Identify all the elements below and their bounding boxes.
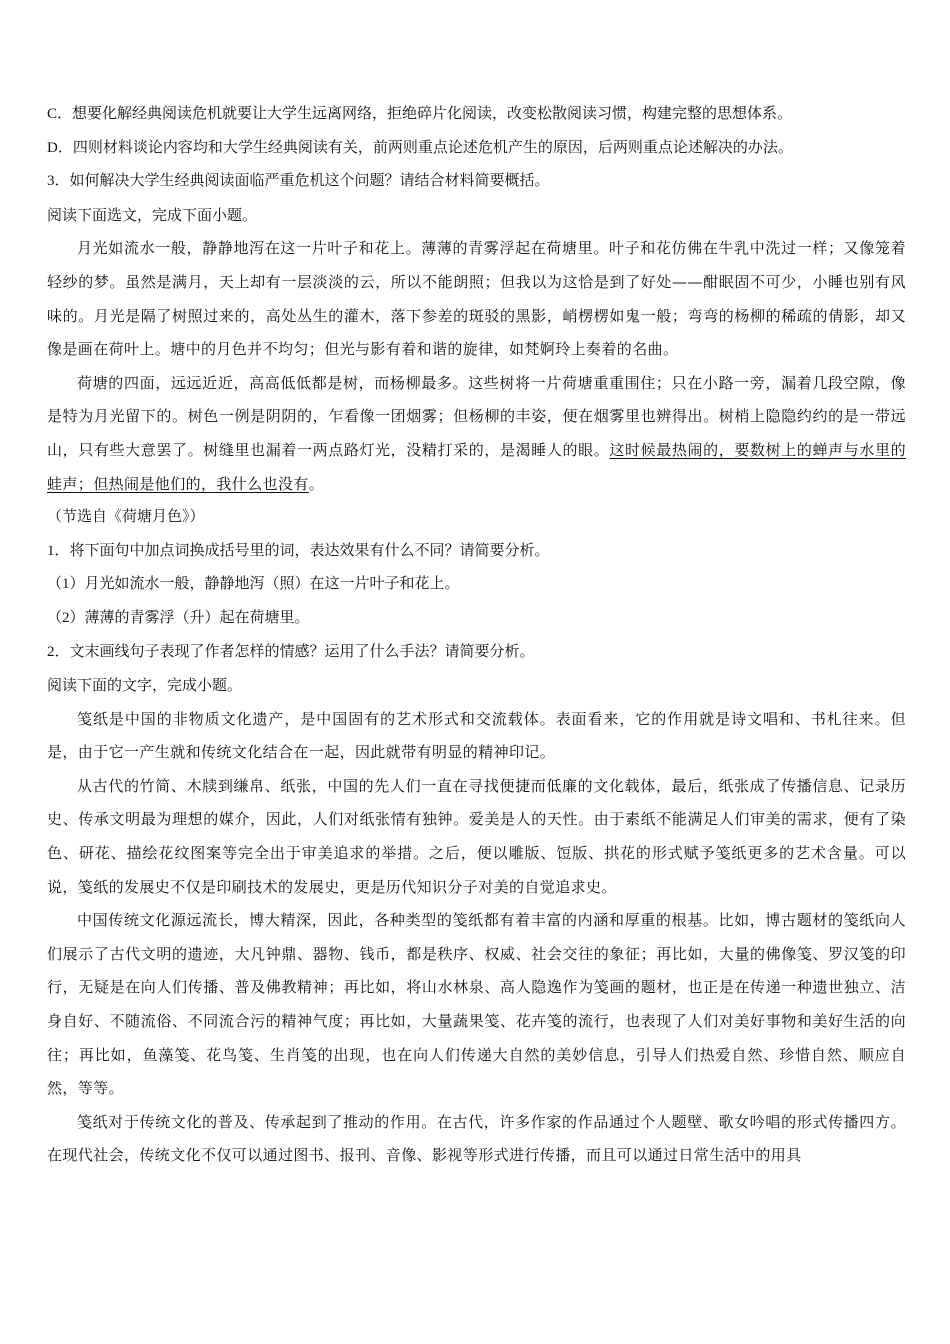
section3-instruction: 阅读下面的文字，完成小题。	[47, 676, 243, 695]
section2-instruction: 阅读下面选文，完成下面小题。	[47, 205, 258, 224]
paragraph-2-end: 。	[308, 474, 325, 493]
option-c: C．想要化解经典阅读危机就要让大学生远离网络，拒绝碎片化阅读，改变松散阅读习惯，构建完整的思想体系。	[47, 106, 793, 122]
section2-question-1-part-1: （1）月光如流水一般，静静地泻（照）在这一片叶子和花上。	[47, 576, 460, 593]
option-d: D．四则材料谈论内容均和大学生经典阅读有关，前两则重点论述危机产生的原因，后两则重点论述解决的办法。	[47, 139, 793, 156]
section3-paragraph-2: 从古代的竹简、木牍到缣帛、纸张，中国的先人们一直在寻找便捷而低廉的文化载体，最后，纸张成了传播信息、记录历史、传承文明最为理想的媒介，因此，人们对纸张情有独钟。爱美是人的天性。由于素纸不能满足人们审美的需求，便有了染色、研花、描绘花纹图案等完全出于审美追求的举措。之后，便以雕版、饾版、拱花的形式赋予笺纸更多的艺术含量。可以说，笺纸的发展史不仅是印刷技术的发展史，更是历代知识分子对美的自觉追求史。	[47, 776, 906, 896]
paragraph-2-text: 荷塘的四面，远远近近，高高低低都是树，而杨柳最多。这些树将一片荷塘重重围住；只在小路一旁，漏着几段空隙，像是特为月光留下的。树色一例是阴阴的，乍看像一团烟雾；但杨柳的丰姿，便在烟雾里也辨得出。树梢上隐隐约约的是一带远山，只有些大意罢了。树缝里也漏着一两点路灯光，没精打采的，是渴睡人的眼。	[47, 373, 906, 459]
underlined-sentence: 这时候最热闹的，要数树上的蝉声与水里的蛙声；但热闹是他们的，我什么也没有	[47, 440, 907, 493]
section2-paragraph-1: 月光如流水一般，静静地泻在这一片叶子和花上。薄薄的青雾浮起在荷塘里。叶子和花仿佛在牛乳中洗过一样；又像笼着轻纱的梦。虽然是满月，天上却有一层淡淡的云，所以不能朗照；但我以为这恰是到了好处——酣眠固不可少，小睡也别有风味的。月光是隔了树照过来的，高处丛生的灌木，落下参差的斑驳的黑影，峭楞楞如鬼一般；弯弯的杨柳的稀疏的倩影，却又像是画在荷叶上。塘中的月色并不均匀；但光与影有着和谐的旋律，如梵婀玲上奏着的名曲。	[47, 239, 906, 359]
section2-question-2: 2．文末画线句子表现了作者怎样的情感？运用了什么手法？请简要分析。	[47, 643, 535, 660]
section3-paragraph-3: 中国传统文化源远流长，博大精深，因此，各种类型的笺纸都有着丰富的内涵和厚重的根基。比如，博古题材的笺纸向人们展示了古代文明的遗迹，大凡钟鼎、器物、钱币，都是秩序、权威、社会交往的象征；再比如，大量的佛像笺、罗汉笺的印行，无疑是在向人们传播、普及佛教精神；再比如，将山水林泉、高人隐逸作为笺画的题材，也正是在传递一种遗世独立、洁身自好、不随流俗、不同流合污的精神气度；再比如，大量蔬果笺、花卉笺的流行，也表现了人们对美好事物和美好生活的向往；再比如，鱼藻笺、花鸟笺、生肖笺的出现，也在向人们传递大自然的美妙信息，引导人们热爱自然、珍惜自然、顺应自然，等等。	[47, 911, 906, 1098]
excerpt-source: （节选自《荷塘月色》）	[47, 509, 205, 526]
section3-paragraph-4: 笺纸对于传统文化的普及、传承起到了推动的作用。在古代，许多作家的作品通过个人题壁、歌女吟唱的形式传播四方。在现代社会，传统文化不仅可以通过图书、报刊、音像、影视等形式进行传播，而且可以通过日常生活中的用具	[47, 1112, 906, 1165]
section2-question-1: 1．将下面句中加点词换成括号里的词，表达效果有什么不同？请简要分析。	[47, 542, 550, 559]
question-3: 3．如何解决大学生经典阅读面临严重危机这个问题？请结合材料简要概括。	[47, 173, 550, 190]
section3-paragraph-1: 笺纸是中国的非物质文化遗产，是中国固有的艺术形式和交流载体。表面看来，它的作用就是诗文唱和、书札往来。但是，由于它一产生就和传统文化结合在一起，因此就带有明显的精神印记。	[47, 709, 906, 762]
section2-paragraph-2	[47, 367, 906, 501]
section2-question-1-part-2: （2）薄薄的青雾浮（升）起在荷塘里。	[47, 609, 310, 626]
